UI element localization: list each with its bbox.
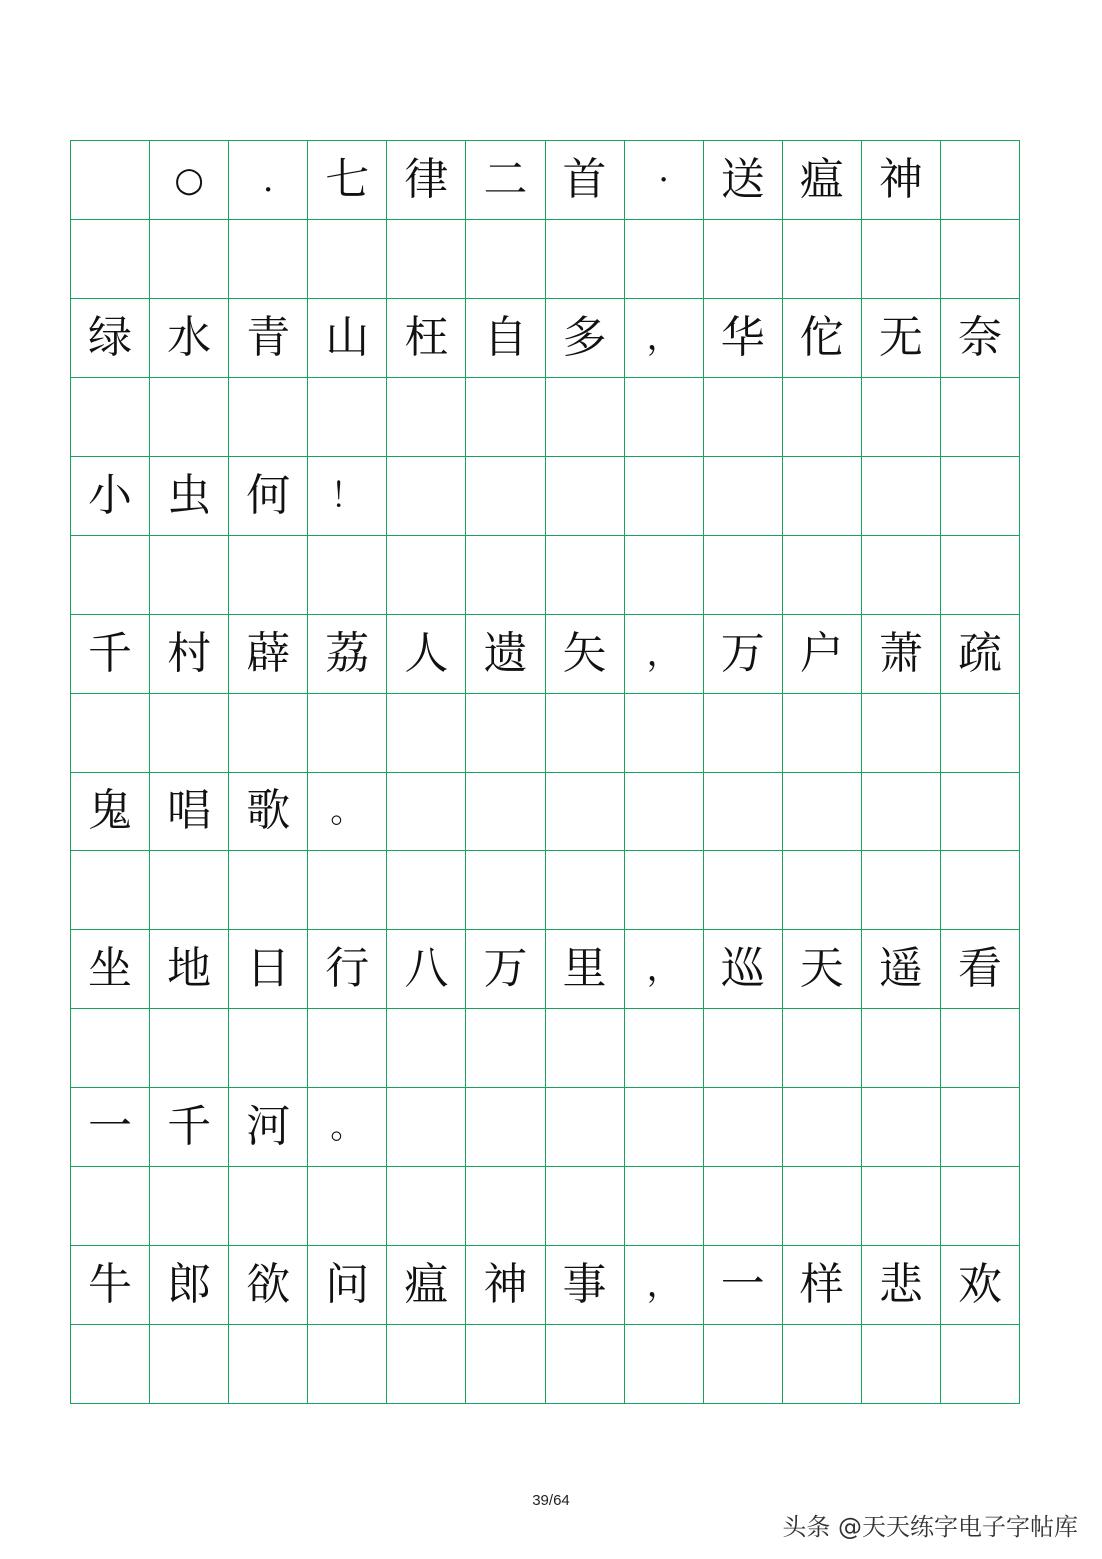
grid-cell-empty: [704, 457, 783, 536]
practice-grid: [70, 140, 1020, 1404]
grid-cell-empty: [466, 378, 545, 457]
grid-cell-empty: [941, 1088, 1020, 1167]
grid-cell-character: 二: [466, 141, 545, 220]
grid-cell-empty: [466, 1088, 545, 1167]
grid-cell-empty: [625, 378, 704, 457]
grid-cell-empty: [71, 1167, 150, 1246]
grid-cell-empty: [941, 141, 1020, 220]
grid-cell-empty: [229, 1167, 308, 1246]
grid-cell-character: 何: [229, 457, 308, 536]
grid-cell-character: 欢: [941, 1246, 1020, 1325]
grid-cell-empty: [862, 1088, 941, 1167]
grid-cell-character: 鬼: [71, 773, 150, 852]
grid-cell-character: ，: [625, 930, 704, 1009]
grid-cell-empty: [941, 457, 1020, 536]
grid-cell-empty: [704, 694, 783, 773]
grid-cell-empty: [546, 457, 625, 536]
grid-cell-empty: [783, 773, 862, 852]
grid-cell-empty: [387, 851, 466, 930]
grid-cell-empty: [466, 1167, 545, 1246]
grid-cell-empty: [941, 1325, 1020, 1404]
grid-cell-character: 千: [71, 615, 150, 694]
grid-cell-empty: [546, 1088, 625, 1167]
grid-cell-character: 八: [387, 930, 466, 1009]
grid-cell-empty: [862, 1009, 941, 1088]
grid-cell-character: 户: [783, 615, 862, 694]
grid-cell-empty: [862, 1167, 941, 1246]
grid-cell-character: 奈: [941, 299, 1020, 378]
grid-cell-character: ，: [625, 615, 704, 694]
grid-cell-character: 多: [546, 299, 625, 378]
grid-cell-character: 遥: [862, 930, 941, 1009]
grid-cell-character: 天: [783, 930, 862, 1009]
grid-cell-character: 人: [387, 615, 466, 694]
grid-cell-empty: [229, 851, 308, 930]
grid-cell-character: 坐: [71, 930, 150, 1009]
grid-cell-empty: [150, 694, 229, 773]
grid-cell-empty: [466, 220, 545, 299]
grid-cell-empty: [862, 457, 941, 536]
grid-cell-empty: [941, 536, 1020, 615]
grid-cell-character: 绿: [71, 299, 150, 378]
grid-cell-empty: [862, 694, 941, 773]
grid-cell-empty: [546, 1167, 625, 1246]
grid-cell-character: 一: [704, 1246, 783, 1325]
grid-cell-empty: [704, 536, 783, 615]
grid-cell-character: 河: [229, 1088, 308, 1167]
grid-cell-character: 首: [546, 141, 625, 220]
grid-cell-character: 青: [229, 299, 308, 378]
grid-cell-empty: [71, 141, 150, 220]
grid-cell-empty: [704, 773, 783, 852]
grid-cell-empty: [546, 773, 625, 852]
grid-cell-character: 万: [704, 615, 783, 694]
grid-cell-character: 神: [466, 1246, 545, 1325]
grid-cell-character: ！: [308, 457, 387, 536]
grid-cell-empty: [941, 1009, 1020, 1088]
grid-cell-character: 遗: [466, 615, 545, 694]
grid-cell-character: 疏: [941, 615, 1020, 694]
grid-cell-empty: [783, 851, 862, 930]
grid-cell-empty: [466, 457, 545, 536]
grid-cell-empty: [229, 1325, 308, 1404]
grid-cell-empty: [308, 1167, 387, 1246]
grid-cell-empty: [625, 851, 704, 930]
grid-cell-empty: [71, 1009, 150, 1088]
grid-cell-empty: [704, 1088, 783, 1167]
grid-cell-empty: [466, 1325, 545, 1404]
grid-cell-character: 小: [71, 457, 150, 536]
grid-cell-empty: [387, 536, 466, 615]
grid-cell-empty: [308, 378, 387, 457]
grid-cell-empty: [625, 1088, 704, 1167]
grid-cell-empty: [625, 773, 704, 852]
grid-cell-character: 自: [466, 299, 545, 378]
grid-cell-character: 无: [862, 299, 941, 378]
grid-cell-empty: [387, 378, 466, 457]
grid-cell-character: 问: [308, 1246, 387, 1325]
grid-cell-empty: [71, 536, 150, 615]
grid-cell-character: 萧: [862, 615, 941, 694]
grid-cell-character: 虫: [150, 457, 229, 536]
grid-cell-empty: [704, 378, 783, 457]
grid-cell-empty: [150, 1009, 229, 1088]
grid-cell-empty: [546, 851, 625, 930]
grid-cell-empty: [862, 536, 941, 615]
grid-cell-empty: [229, 694, 308, 773]
grid-cell-character: 唱: [150, 773, 229, 852]
grid-cell-empty: [466, 536, 545, 615]
grid-cell-character: 巡: [704, 930, 783, 1009]
grid-cell-character: 欲: [229, 1246, 308, 1325]
grid-cell-empty: [466, 1009, 545, 1088]
grid-cell-empty: [387, 1325, 466, 1404]
grid-cell-empty: [229, 536, 308, 615]
grid-cell-character: 枉: [387, 299, 466, 378]
grid-cell-empty: [704, 1009, 783, 1088]
grid-cell-empty: [783, 378, 862, 457]
grid-cell-character: 里: [546, 930, 625, 1009]
grid-cell-empty: [862, 773, 941, 852]
grid-cell-empty: [941, 851, 1020, 930]
grid-cell-empty: [150, 1167, 229, 1246]
grid-cell-empty: [387, 773, 466, 852]
grid-cell-character: 村: [150, 615, 229, 694]
grid-cell-empty: [546, 220, 625, 299]
grid-cell-empty: [783, 457, 862, 536]
grid-cell-empty: [625, 1167, 704, 1246]
grid-cell-character: 荔: [308, 615, 387, 694]
grid-cell-character: 万: [466, 930, 545, 1009]
grid-cell-character: 样: [783, 1246, 862, 1325]
grid-cell-empty: [229, 1009, 308, 1088]
grid-cell-empty: [71, 694, 150, 773]
grid-cell-empty: [308, 851, 387, 930]
grid-cell-character: 千: [150, 1088, 229, 1167]
grid-cell-empty: [229, 220, 308, 299]
grid-cell-empty: [941, 1167, 1020, 1246]
grid-cell-empty: [783, 220, 862, 299]
grid-cell-character: 七: [308, 141, 387, 220]
grid-cell-empty: [229, 378, 308, 457]
grid-cell-empty: [308, 1009, 387, 1088]
watermark: 头条 @天天练字电子字帖库: [782, 1513, 1078, 1541]
grid-cell-character: 神: [862, 141, 941, 220]
grid-cell-character: 。: [308, 1088, 387, 1167]
grid-cell-empty: [783, 1088, 862, 1167]
grid-cell-empty: [150, 378, 229, 457]
grid-cell-empty: [783, 694, 862, 773]
grid-cell-empty: [466, 773, 545, 852]
grid-cell-empty: [941, 773, 1020, 852]
grid-cell-empty: [387, 1167, 466, 1246]
grid-cell-empty: [308, 694, 387, 773]
grid-cell-character: 悲: [862, 1246, 941, 1325]
grid-cell-empty: [71, 220, 150, 299]
grid-cell-empty: [71, 378, 150, 457]
grid-cell-empty: [150, 220, 229, 299]
grid-cell-empty: [625, 536, 704, 615]
grid-cell-character: ，: [625, 1246, 704, 1325]
grid-cell-empty: [546, 378, 625, 457]
grid-cell-character: ，: [625, 299, 704, 378]
grid-cell-empty: [862, 220, 941, 299]
grid-cell-character: 华: [704, 299, 783, 378]
grid-cell-character: 。: [308, 773, 387, 852]
grid-cell-empty: [546, 694, 625, 773]
grid-cell-character: 瘟: [387, 1246, 466, 1325]
grid-cell-character: ·: [625, 141, 704, 220]
grid-cell-empty: [546, 1325, 625, 1404]
grid-cell-character: 矢: [546, 615, 625, 694]
grid-cell-empty: [308, 1325, 387, 1404]
grid-cell-empty: [704, 1167, 783, 1246]
grid-cell-character: 薜: [229, 615, 308, 694]
grid-cell-empty: [387, 694, 466, 773]
grid-cell-empty: [150, 851, 229, 930]
grid-cell-character: 瘟: [783, 141, 862, 220]
grid-cell-empty: [150, 1325, 229, 1404]
grid-cell-empty: [704, 851, 783, 930]
grid-cell-character: ○: [150, 141, 229, 220]
grid-cell-empty: [308, 220, 387, 299]
grid-cell-empty: [387, 457, 466, 536]
grid-cell-empty: [941, 378, 1020, 457]
grid-cell-empty: [704, 1325, 783, 1404]
grid-cell-empty: [862, 378, 941, 457]
grid-cell-empty: [783, 536, 862, 615]
grid-cell-empty: [466, 851, 545, 930]
grid-cell-empty: [71, 851, 150, 930]
grid-cell-empty: [546, 1009, 625, 1088]
grid-cell-character: 日: [229, 930, 308, 1009]
grid-cell-empty: [783, 1325, 862, 1404]
grid-cell-empty: [466, 694, 545, 773]
grid-cell-empty: [150, 536, 229, 615]
grid-cell-empty: [625, 1009, 704, 1088]
grid-cell-empty: [625, 457, 704, 536]
grid-cell-empty: [862, 851, 941, 930]
grid-cell-character: 看: [941, 930, 1020, 1009]
grid-cell-character: 地: [150, 930, 229, 1009]
grid-cell-character: 律: [387, 141, 466, 220]
grid-cell-character: 行: [308, 930, 387, 1009]
grid-cell-empty: [941, 694, 1020, 773]
grid-cell-empty: [783, 1167, 862, 1246]
grid-cell-empty: [387, 1088, 466, 1167]
grid-cell-empty: [862, 1325, 941, 1404]
grid-cell-character: 一: [71, 1088, 150, 1167]
grid-cell-character: 事: [546, 1246, 625, 1325]
grid-cell-empty: [783, 1009, 862, 1088]
grid-cell-character: 郎: [150, 1246, 229, 1325]
grid-cell-character: 水: [150, 299, 229, 378]
grid-cell-character: 送: [704, 141, 783, 220]
grid-cell-empty: [941, 220, 1020, 299]
grid-cell-empty: [625, 1325, 704, 1404]
grid-cell-character: 佗: [783, 299, 862, 378]
grid-cell-character: 山: [308, 299, 387, 378]
page-number: 39/64: [532, 1492, 570, 1509]
grid-cell-empty: [625, 694, 704, 773]
grid-cell-empty: [704, 220, 783, 299]
grid-cell-empty: [546, 536, 625, 615]
grid-cell-character: 牛: [71, 1246, 150, 1325]
grid-cell-empty: [71, 1325, 150, 1404]
grid-cell-character: .: [229, 141, 308, 220]
grid-cell-empty: [625, 220, 704, 299]
grid-cell-character: 歌: [229, 773, 308, 852]
grid-cell-empty: [387, 220, 466, 299]
grid-cell-empty: [308, 536, 387, 615]
grid-cell-empty: [387, 1009, 466, 1088]
